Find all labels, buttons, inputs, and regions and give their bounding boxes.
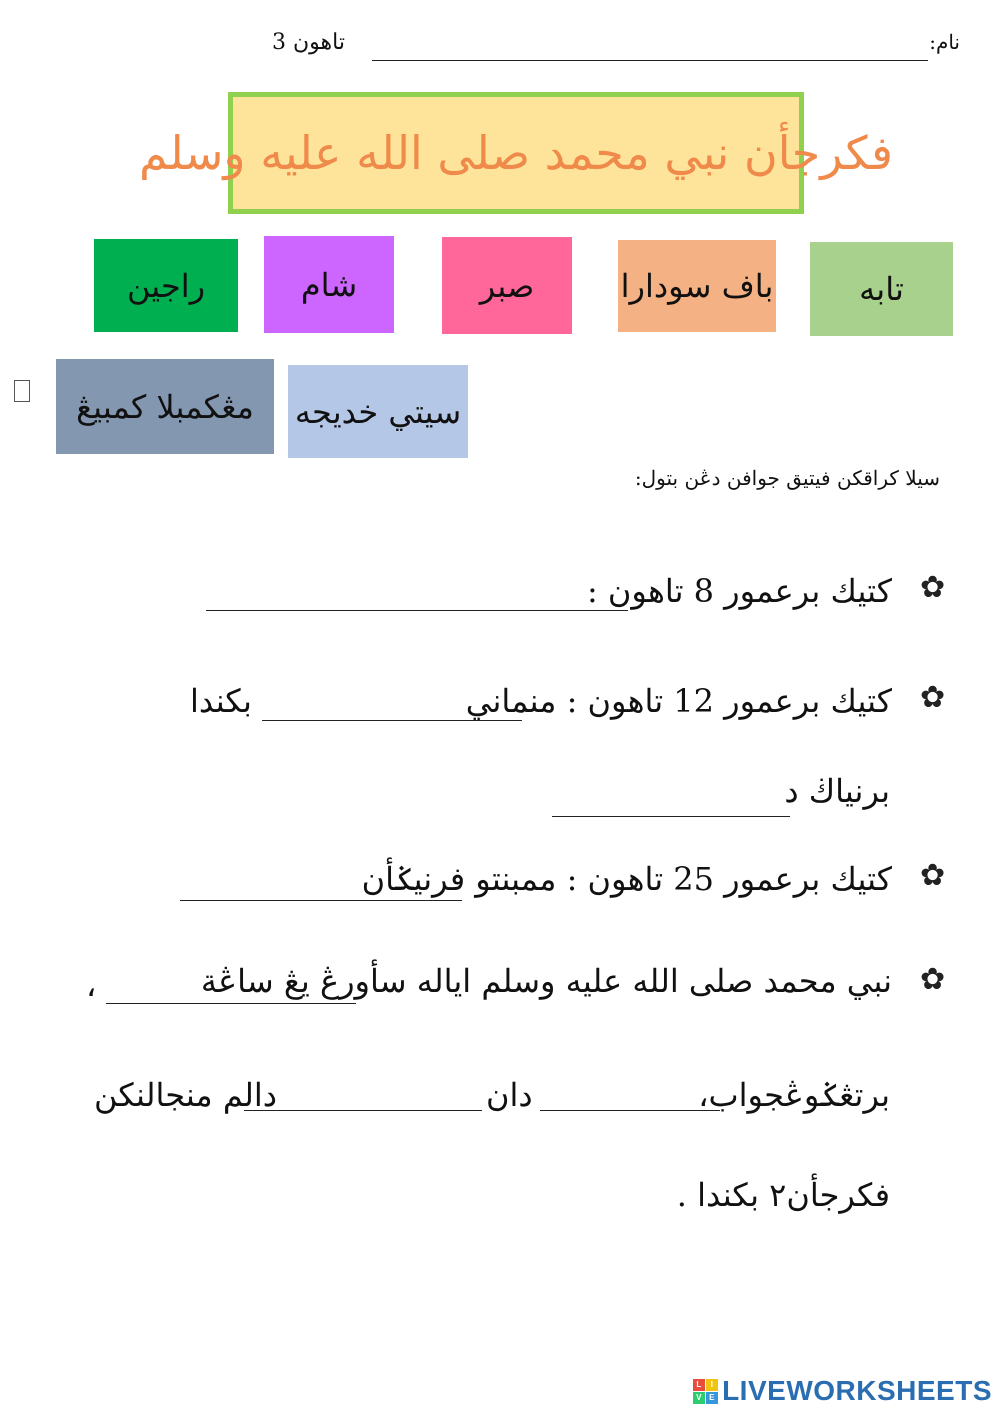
question-1-text: كتيك برعمور 8 تاهون : <box>586 572 892 610</box>
answer-blank-4a[interactable] <box>106 975 356 1004</box>
answer-card-rajin[interactable]: راجين <box>94 239 238 332</box>
answer-card-sabar[interactable]: صبر <box>442 237 572 334</box>
answer-card-siti-khadijah[interactable]: سيتي خديجه <box>288 365 468 458</box>
answer-blank-4b[interactable] <box>540 1082 720 1111</box>
flower-bullet-icon: ✿ <box>920 858 946 893</box>
answer-blank-1[interactable] <box>206 582 628 611</box>
instruction-text: سيلا كراقكن فيتيق جوافن دڠن بتول: <box>634 466 940 490</box>
question-2-text: كتيك برعمور 12 تاهون : منماني <box>465 682 892 720</box>
liveworksheets-logo[interactable] <box>693 1375 992 1407</box>
logo-mark-icon: L I V E <box>693 1379 718 1404</box>
flower-bullet-icon: ✿ <box>920 962 946 997</box>
answer-card-baf-sodara[interactable]: باف سودارا <box>618 240 776 332</box>
missing-glyph-box <box>14 380 30 402</box>
question-2-line2: برنياڬ د <box>784 772 890 810</box>
answer-card-tabah[interactable]: تابه <box>810 242 953 336</box>
question-4-comma: ، <box>86 966 97 1004</box>
question-4-line2-c: دالم منجالنكن <box>94 1076 277 1114</box>
answer-card-syam[interactable]: شام <box>264 236 394 333</box>
name-label: نام: <box>929 30 960 54</box>
grade-label: تاهون 3 <box>272 30 345 55</box>
answer-blank-2b[interactable] <box>552 788 790 817</box>
question-4-line2-b: دان <box>486 1076 533 1114</box>
question-3-text: كتيك برعمور 25 تاهون : ممبنتو فرنيݢأن <box>361 860 892 898</box>
question-4-line1: نبي محمد صلى الله عليه وسلم اياله سأورڠ يڠ ساڠة <box>200 962 892 1000</box>
question-4-line3: فكرجأن٢ بكندا . <box>676 1176 890 1214</box>
answer-blank-4c[interactable] <box>244 1082 482 1111</box>
flower-bullet-icon: ✿ <box>920 680 946 715</box>
title-banner <box>139 92 893 214</box>
question-2-text-after: بكندا <box>190 682 252 720</box>
answer-card-mengembala-kambing[interactable]: مڠكمبلا كمبيڠ <box>56 359 274 454</box>
question-4-line2-a: برتڠݢوڠجواب، <box>698 1076 890 1114</box>
answer-blank-3[interactable] <box>180 872 462 901</box>
footer-brand: LIVEWORKSHEETS <box>722 1375 992 1406</box>
answer-blank-2a[interactable] <box>262 692 522 721</box>
page-title: فكرجأن نبي محمد صلى الله عليه وسلم <box>139 126 893 180</box>
flower-bullet-icon: ✿ <box>920 570 946 605</box>
name-input-line[interactable] <box>372 60 928 61</box>
